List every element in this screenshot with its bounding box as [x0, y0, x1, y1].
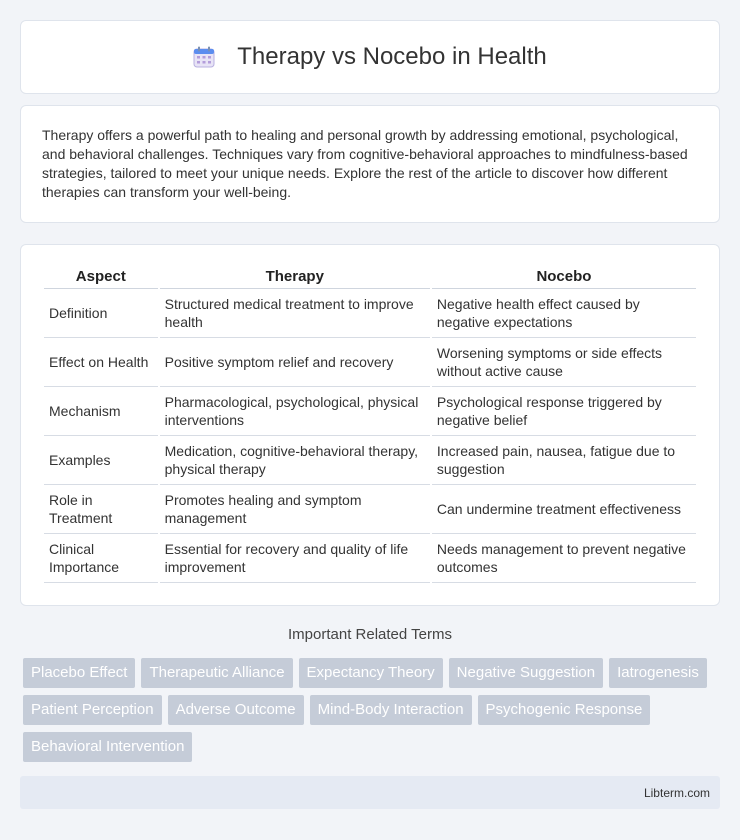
cell-aspect: Mechanism	[44, 387, 158, 436]
cell-aspect: Role in Treatment	[44, 485, 158, 534]
related-term-tag[interactable]: Adverse Outcome	[168, 695, 304, 725]
intro-card	[20, 105, 720, 223]
related-terms-title: Important Related Terms	[288, 626, 452, 643]
related-term-tag[interactable]: Therapeutic Alliance	[141, 658, 292, 688]
comparison-table-card	[20, 244, 720, 606]
cell-aspect: Definition	[44, 289, 158, 338]
cell-aspect: Clinical Importance	[44, 534, 158, 583]
header-therapy: Therapy	[160, 267, 430, 289]
table-row	[44, 436, 696, 485]
table-row	[44, 338, 696, 387]
related-term-tag[interactable]: Negative Suggestion	[449, 658, 603, 688]
related-term-tag[interactable]: Behavioral Intervention	[23, 732, 192, 762]
cell-nocebo: Psychological response triggered by negative belief	[432, 387, 696, 436]
table-row	[44, 289, 696, 338]
table-row	[44, 534, 696, 583]
table-header-row	[44, 267, 696, 289]
cell-therapy: Promotes healing and symptom management	[160, 485, 430, 534]
related-term-tag[interactable]: Patient Perception	[23, 695, 162, 725]
related-terms-list	[23, 658, 723, 762]
related-term-tag[interactable]: Psychogenic Response	[478, 695, 651, 725]
footer-site-link[interactable]: Libterm.com	[643, 785, 710, 800]
cell-aspect: Effect on Health	[44, 338, 158, 387]
header-aspect: Aspect	[44, 267, 158, 289]
cell-nocebo: Worsening symptoms or side effects without active cause	[432, 338, 696, 387]
cell-therapy: Essential for recovery and quality of life improvement	[160, 534, 430, 583]
intro-text: Therapy offers a powerful path to healing and personal growth by addressing emotional, psychological, and behavioral challenges. Techniques vary from cognitive-behavioral approaches to mindfulness-based strategies, tailored to meet your unique needs. Explore the rest of the article to discover how different therapies can transform your well-being.	[42, 127, 688, 200]
related-term-tag[interactable]: Expectancy Theory	[299, 658, 443, 688]
cell-aspect: Examples	[44, 436, 158, 485]
related-term-tag[interactable]: Mind-Body Interaction	[310, 695, 472, 725]
footer	[20, 776, 720, 809]
cell-therapy: Pharmacological, psychological, physical interventions	[160, 387, 430, 436]
table-row	[44, 387, 696, 436]
cell-therapy: Positive symptom relief and recovery	[160, 338, 430, 387]
cell-nocebo: Increased pain, nausea, fatigue due to suggestion	[432, 436, 696, 485]
related-term-tag[interactable]: Placebo Effect	[23, 658, 135, 688]
cell-nocebo: Needs management to prevent negative outcomes	[432, 534, 696, 583]
header-card	[20, 20, 720, 94]
comparison-table	[42, 267, 698, 583]
calendar-icon	[193, 46, 215, 68]
cell-therapy: Structured medical treatment to improve health	[160, 289, 430, 338]
related-term-tag[interactable]: Iatrogenesis	[609, 658, 707, 688]
page-title: Therapy vs Nocebo in Health	[237, 43, 547, 70]
cell-therapy: Medication, cognitive-behavioral therapy, physical therapy	[160, 436, 430, 485]
table-row	[44, 485, 696, 534]
cell-nocebo: Negative health effect caused by negative expectations	[432, 289, 696, 338]
cell-nocebo: Can undermine treatment effectiveness	[432, 485, 696, 534]
header-nocebo: Nocebo	[432, 267, 696, 289]
